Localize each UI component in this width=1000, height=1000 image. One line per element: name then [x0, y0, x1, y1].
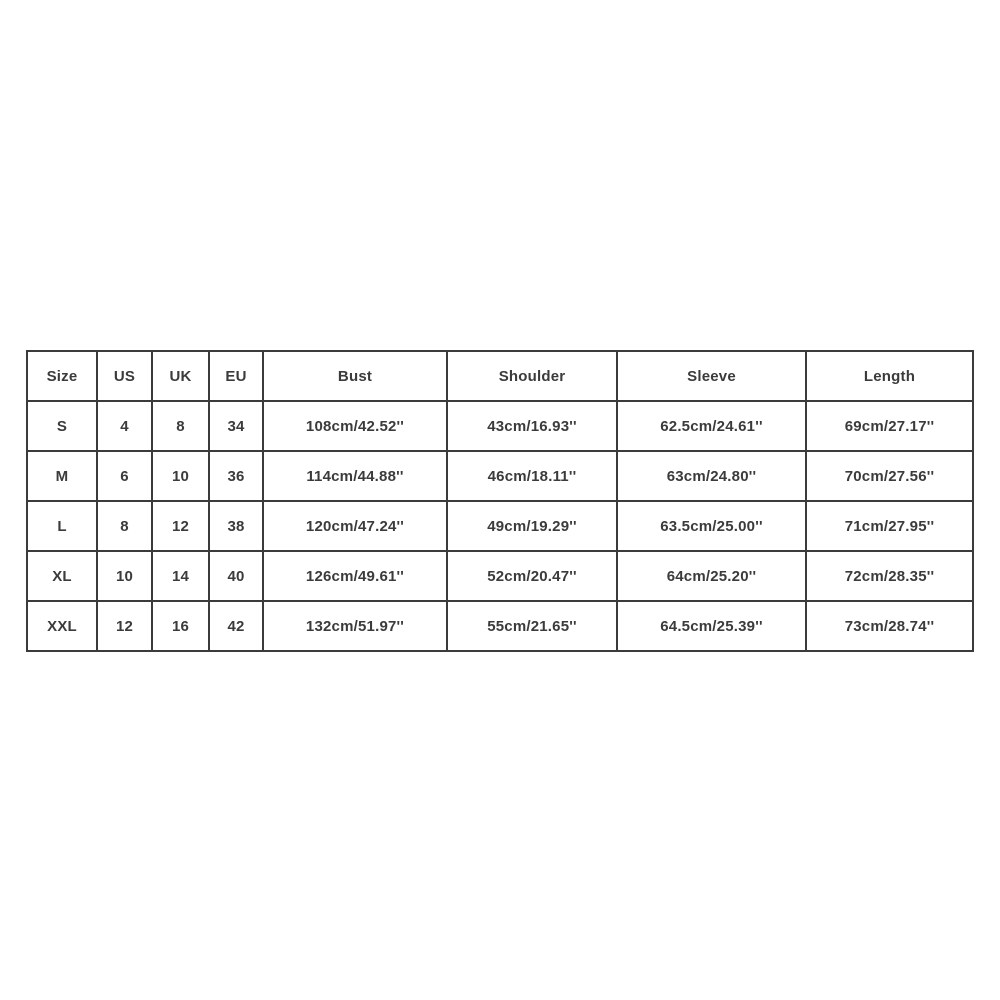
header-cell-shoulder: Shoulder — [447, 351, 617, 401]
table-cell: XL — [27, 551, 97, 601]
table-cell: 64.5cm/25.39'' — [617, 601, 806, 651]
table-cell: 8 — [97, 501, 152, 551]
table-cell: 10 — [152, 451, 209, 501]
table-cell: 63cm/24.80'' — [617, 451, 806, 501]
table-cell: 42 — [209, 601, 263, 651]
table-cell: 69cm/27.17'' — [806, 401, 973, 451]
table-cell: 46cm/18.11'' — [447, 451, 617, 501]
table-cell: 49cm/19.29'' — [447, 501, 617, 551]
table-cell: 14 — [152, 551, 209, 601]
table-cell: 62.5cm/24.61'' — [617, 401, 806, 451]
table-cell: 8 — [152, 401, 209, 451]
header-cell-length: Length — [806, 351, 973, 401]
table-cell: 73cm/28.74'' — [806, 601, 973, 651]
table-cell: 40 — [209, 551, 263, 601]
table-cell: XXL — [27, 601, 97, 651]
size-chart-header — [27, 351, 973, 401]
table-cell: 12 — [152, 501, 209, 551]
table-row — [27, 451, 973, 501]
header-cell-sleeve: Sleeve — [617, 351, 806, 401]
table-row — [27, 601, 973, 651]
header-row — [27, 351, 973, 401]
table-cell: 52cm/20.47'' — [447, 551, 617, 601]
table-cell: 70cm/27.56'' — [806, 451, 973, 501]
table-cell: 63.5cm/25.00'' — [617, 501, 806, 551]
table-cell: 72cm/28.35'' — [806, 551, 973, 601]
table-row — [27, 501, 973, 551]
header-cell-uk: UK — [152, 351, 209, 401]
size-chart-table — [26, 350, 974, 652]
table-cell: 36 — [209, 451, 263, 501]
table-cell: M — [27, 451, 97, 501]
size-chart-body — [27, 401, 973, 651]
table-row — [27, 551, 973, 601]
table-cell: 126cm/49.61'' — [263, 551, 447, 601]
table-cell: 114cm/44.88'' — [263, 451, 447, 501]
table-cell: 6 — [97, 451, 152, 501]
table-row — [27, 401, 973, 451]
table-cell: 120cm/47.24'' — [263, 501, 447, 551]
table-cell: 43cm/16.93'' — [447, 401, 617, 451]
header-cell-bust: Bust — [263, 351, 447, 401]
header-cell-us: US — [97, 351, 152, 401]
header-cell-eu: EU — [209, 351, 263, 401]
table-cell: 38 — [209, 501, 263, 551]
table-cell: L — [27, 501, 97, 551]
table-cell: 71cm/27.95'' — [806, 501, 973, 551]
table-cell: S — [27, 401, 97, 451]
table-cell: 4 — [97, 401, 152, 451]
table-cell: 55cm/21.65'' — [447, 601, 617, 651]
table-cell: 34 — [209, 401, 263, 451]
table-cell: 10 — [97, 551, 152, 601]
table-cell: 132cm/51.97'' — [263, 601, 447, 651]
table-cell: 108cm/42.52'' — [263, 401, 447, 451]
table-cell: 12 — [97, 601, 152, 651]
table-cell: 16 — [152, 601, 209, 651]
header-cell-size: Size — [27, 351, 97, 401]
table-cell: 64cm/25.20'' — [617, 551, 806, 601]
